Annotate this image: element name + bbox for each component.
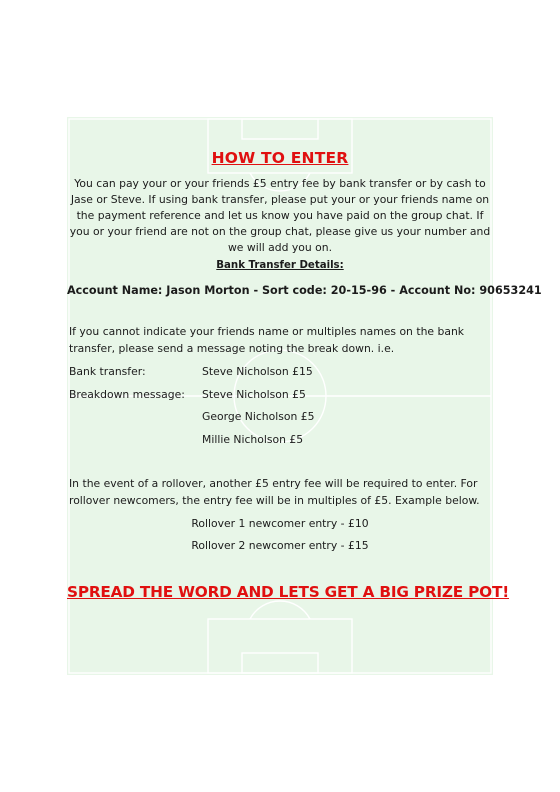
intro-line: the payment reference and let us know you have paid on the group chat. If <box>76 209 484 222</box>
intro-line: you or your friend are not on the group chat, please give us your number and <box>69 225 491 238</box>
paragraph-line: In the event of a rollover, another £5 entry fee will be required to enter. For <box>69 477 478 490</box>
bank-transfer-value: Steve Nicholson £15 <box>202 365 313 378</box>
paragraph-line: rollover newcomers, the entry fee will be in multiples of £5. Example below. <box>69 494 480 507</box>
breakdown-value: George Nicholson £5 <box>202 410 315 423</box>
multiple-names-paragraph <box>69 323 464 357</box>
spread-the-word-banner: SPREAD THE WORD AND LETS GET A BIG PRIZE POT! <box>67 583 509 601</box>
breakdown-label: Breakdown message: <box>69 388 185 401</box>
bank-transfer-label: Bank transfer: <box>69 365 146 378</box>
rollover-example: Rollover 1 newcomer entry - £10 <box>191 517 369 530</box>
rollover-paragraph <box>69 475 480 509</box>
breakdown-value: Millie Nicholson £5 <box>202 433 304 446</box>
intro-line: Jase or Steve. If using bank transfer, please put your or your friends name on <box>70 193 490 206</box>
breakdown-value: Steve Nicholson £5 <box>202 388 306 401</box>
account-details: Account Name: Jason Morton - Sort code: 20-15-96 - Account No: 90653241 <box>67 284 542 297</box>
intro-line: we will add you on. <box>227 241 333 254</box>
intro-paragraph <box>67 176 493 256</box>
how-to-enter-heading: HOW TO ENTER <box>211 149 349 167</box>
intro-line: You can pay your or your friends £5 entry fee by bank transfer or by cash to <box>74 177 486 190</box>
paragraph-line: transfer, please send a message noting the break down. i.e. <box>69 342 395 355</box>
rollover-example: Rollover 2 newcomer entry - £15 <box>191 539 369 552</box>
entry-sheet <box>67 117 542 675</box>
paragraph-line: If you cannot indicate your friends name or multiples names on the bank <box>69 325 465 338</box>
bank-transfer-heading: Bank Transfer Details: <box>216 260 344 271</box>
